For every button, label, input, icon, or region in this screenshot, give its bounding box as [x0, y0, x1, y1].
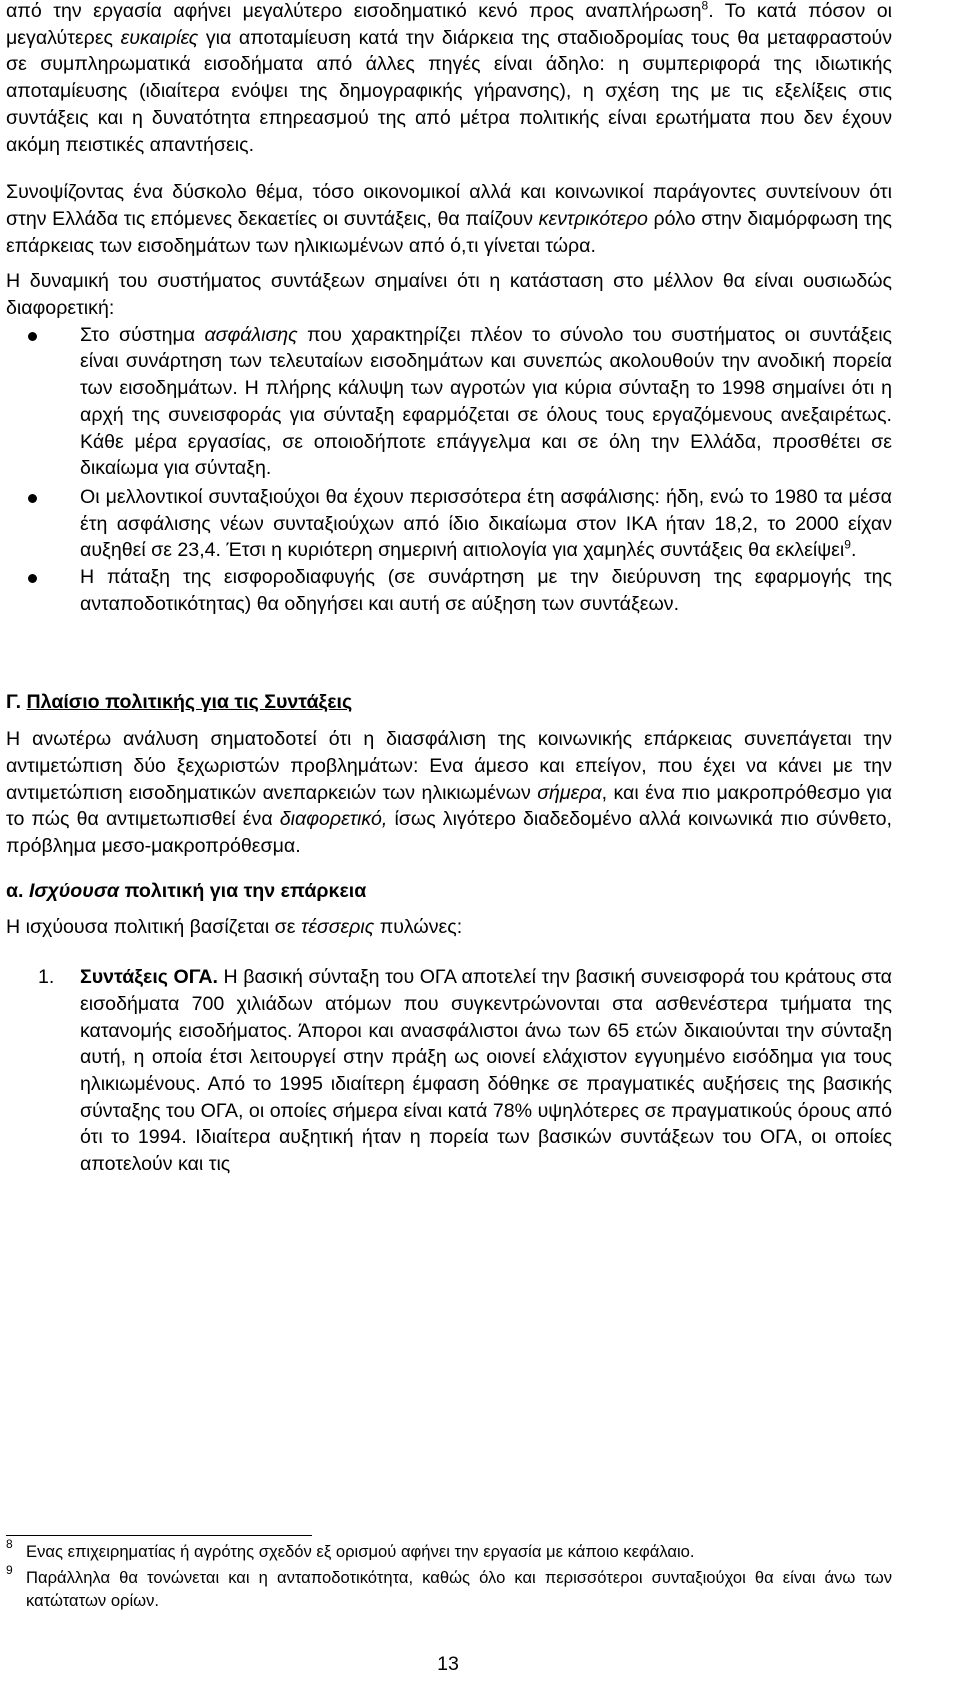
footnote-ref-8[interactable]: 8 [701, 0, 709, 13]
list-number: 1. [38, 966, 55, 989]
bullet-icon [28, 332, 37, 341]
list-item-label: Συντάξεις ΟΓΑ. [80, 966, 218, 989]
numbered-list [6, 964, 892, 1178]
footnote-9: 9 Παράλληλα θα τονώνεται και η ανταποδοτικότητα, καθώς όλο και περισσότεροι συνταξιούχοι θα είναι άνω των κατώτατων ορίων. [6, 1563, 892, 1610]
subsection-heading-alpha: α. Ισχύουσα πολιτική για την επάρκεια [6, 879, 367, 902]
section-heading-gamma: Γ. Πλαίσιο πολιτικής για τις Συντάξεις [6, 691, 353, 714]
list-item: Οι μελλοντικοί συνταξιούχοι θα έχουν περισσότερα έτη ασφάλισης: ήδη, ενώ το 1980 τα μέσα έτη ασφάλισης νέων συνταξιούχων από ίδιο δικαίωμα στον ΙΚΑ ήταν 18,2, το 2000 είχαν αυξηθεί σε 23,4. Έτσι η κυριότερη σημερινή αιτιολογία για χαμηλές συντάξεις θα εκλείψει$^9$. [6, 484, 892, 564]
paragraph-framework: Η ανωτέρω ανάλυση σηματοδοτεί ότι η διασφάλιση της κοινωνικής επάρκειας συνεπάγεται την αντιμετώπιση δύο ξεχωριστών προβλημάτων: Ενα άμεσο και επείγον, που έχει να κάνει με την αντιμετώπιση εισοδηματικών ανεπαρκειών των ηλικιωμένων σήμερα, και ένα πιο μακροπρόθεσμο για το πώς θα αντιμετωπισθεί ένα διαφορετικό, ίσως λιγότερο διαδεδομένο αλλά κοινωνικά πιο σύνθετο, πρόβλημα μεσο-μακροπρόθεσμα. [6, 728, 892, 857]
bullet-list [6, 322, 892, 618]
bullet-icon [28, 574, 37, 583]
list-item: Η πάταξη της εισφοροδιαφυγής (σε συνάρτηση με την διεύρυνση της εφαρμογής της ανταποδοτικότητας) θα οδηγήσει και αυτή σε αύξηση των συντάξεων. [6, 564, 892, 617]
footnote-ref-9[interactable]: 9 [844, 537, 851, 552]
page-number: 13 [437, 1653, 459, 1675]
page-body [6, 0, 892, 1178]
footnote-8: 8 Ενας επιχειρηματίας ή αγρότης σχεδόν εξ ορισμού αφήνει την εργασία με κάποιο κεφάλαιο. [6, 1537, 695, 1561]
bullet-icon [28, 494, 37, 503]
footnotes [6, 1537, 892, 1612]
list-item: Στο σύστημα ασφάλισης που χαρακτηρίζει πλέον το σύνολο του συστήματος οι συντάξεις είναι συνάρτηση των τελευταίων εισοδημάτων και συνεπώς ακολουθούν την ανοδική πορεία των εισοδημάτων. Η πλήρης κάλυψη των αγροτών για κύρια σύνταξη το 1998 σημαίνει ότι η αρχή της συνεισφοράς για σύνταξη εφαρμόζεται σε όλους τους εργαζόμενους ανεξαιρέτως. Κάθε μέρα εργασίας, σε οποιοδήποτε επάγγελμα και σε όλη την Ελλάδα, προσθέτει σε δικαίωμα για σύνταξη. [6, 322, 892, 482]
paragraph-savings: από την εργασία αφήνει μεγαλύτερο εισοδηματικό κενό προς αναπλήρωση$^8$. Το κατά πόσον οι μεγαλύτερες ευκαιρίες για αποταμίευση κατά την διάρκεια της σταδιοδρομίας τους θα μεταφραστούν σε συμπληρωματικά εισοδήματα από άλλες πηγές είναι άδηλο: η συμπεριφορά της ιδιωτικής αποταμίευσης (ιδιαίτερα ενόψει της δημογραφικής γήρανσης), η σχέση της με τις εξελίξεις στις συντάξεις και η δυνατότητα επηρεασμού της από μέτρα πολιτικής είναι ερωτήματα που δεν έχουν ακόμη πειστικές απαντήσεις. [6, 0, 892, 156]
paragraph-summary: Συνοψίζοντας ένα δύσκολο θέμα, τόσο οικονομικοί αλλά και κοινωνικοί παράγοντες συντείνουν ότι στην Ελλάδα τις επόμενες δεκαετίες οι συντάξεις, θα παίζουν κεντρικότερο ρόλο στην διαμόρφωση της επάρκειας των εισοδημάτων των ηλικιωμένων από ό,τι γίνεται τώρα. [6, 181, 892, 257]
list-item: 1. Συντάξεις ΟΓΑ. Η βασική σύνταξη του ΟΓΑ αποτελεί την βασική συνεισφορά του κράτους στα εισοδήματα 700 χιλιάδων ατόμων που συγκεντρώνονται στα ασθενέστερα τμήματα της κατανομής εισοδήματος. Άποροι και ανασφάλιστοι άνω των 65 ετών δικαιούνται την σύνταξη αυτή, η οποία έτσι λειτουργεί στην πράξη ως οιονεί ελάχιστον εγγυημένο εισόδημα για τους ηλικιωμένους. Από το 1995 ιδιαίτερη έμφαση δόθηκε σε πραγματικές αυξήσεις της βασικής σύνταξης του ΟΓΑ, οι οποίες σήμερα είναι κατά 78% υψηλότερες σε πραγματικούς όρους από ότι το 1994. Ιδιαίτερα αυξητική ήταν η πορεία των βασικών συντάξεων του ΟΓΑ, οι οποίες αποτελούν και τις [38, 966, 892, 1176]
paragraph-pillars: Η ισχύουσα πολιτική βασίζεται σε τέσσερις πυλώνες: [6, 916, 463, 939]
footnote-divider [6, 1535, 312, 1536]
paragraph-dynamics: Η δυναμική του συστήματος συντάξεων σημαίνει ότι η κατάσταση στο μέλλον θα είναι ουσιωδώς διαφορετική: [6, 270, 892, 320]
